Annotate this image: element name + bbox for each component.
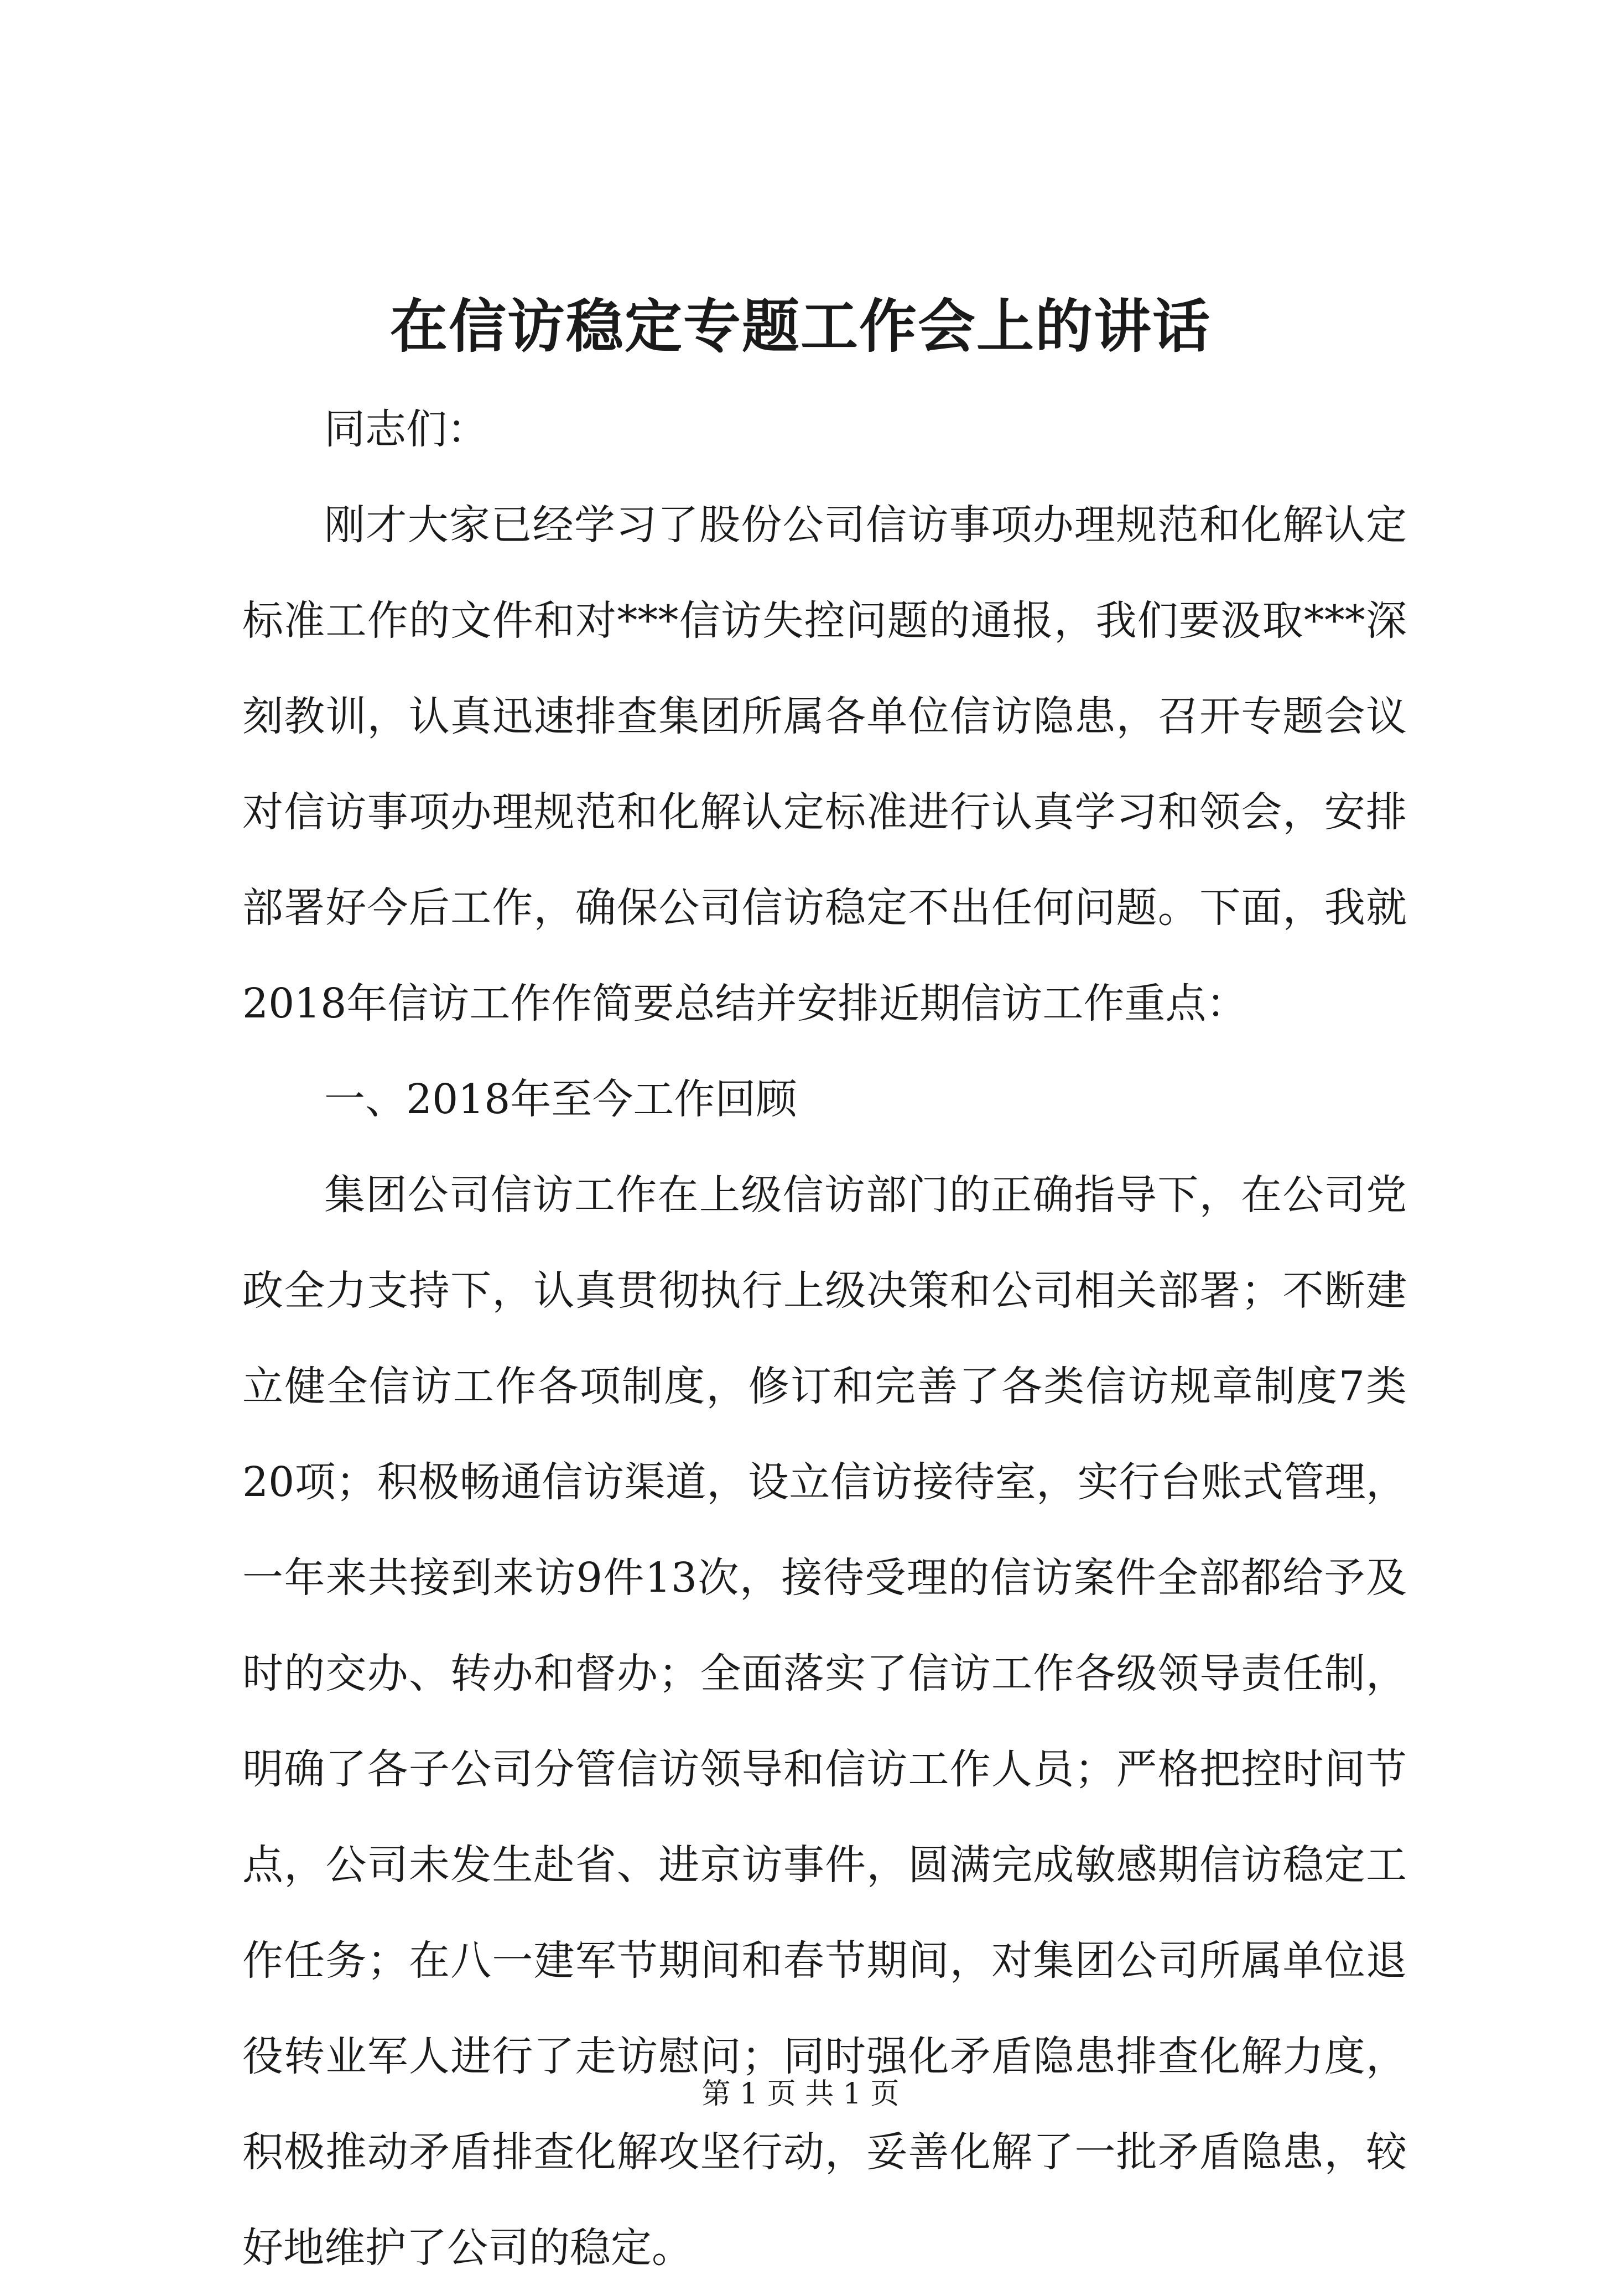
document-body	[242, 382, 1407, 2296]
paragraph-review: 集团公司信访工作在上级信访部门的正确指导下，在公司党政全力支持下，认真贯彻执行上级决策和公司相关部署；不断建立健全信访工作各项制度，修订和完善了各类信访规章制度7类20项；积极畅通信访渠道，设立信访接待室，实行台账式管理，一年来共接到来访9件13次，接待受理的信访案件全部都给予及时的交办、转办和督办；全面落实了信访工作各级领导责任制，明确了各子公司分管信访领导和信访工作人员；严格把控时间节点，公司未发生赴省、进京访事件，圆满完成敏感期信访稳定工作任务；在八一建军节期间和春节期间，对集团公司所属单位退役转业军人进行了走访慰问；同时强化矛盾隐患排查化解力度，积极推动矛盾排查化解攻坚行动，妥善化解了一批矛盾隐患，较好地维护了公司的稳定。	[242, 1171, 1407, 2272]
page-footer: 第 1 页 共 1 页	[701, 2077, 900, 2111]
section-heading: 一、2018年至今工作回顾	[324, 1076, 797, 1123]
salutation: 同志们：	[324, 406, 488, 453]
paragraph-intro: 刚才大家已经学习了股份公司信访事项办理规范和化解认定标准工作的文件和对***信访失控问题的通报，我们要汲取***深刻教训，认真迅速排查集团所属各单位信访隐患，召开专题会议对信访事项办理规范和化解认定标准进行认真学习和领会，安排部署好今后工作，确保公司信访稳定不出任何问题。下面，我就2018年信访工作作简要总结并安排近期信访工作重点：	[242, 501, 1407, 1027]
document-title: 在信访稳定专题工作会上的讲话	[389, 292, 1211, 360]
